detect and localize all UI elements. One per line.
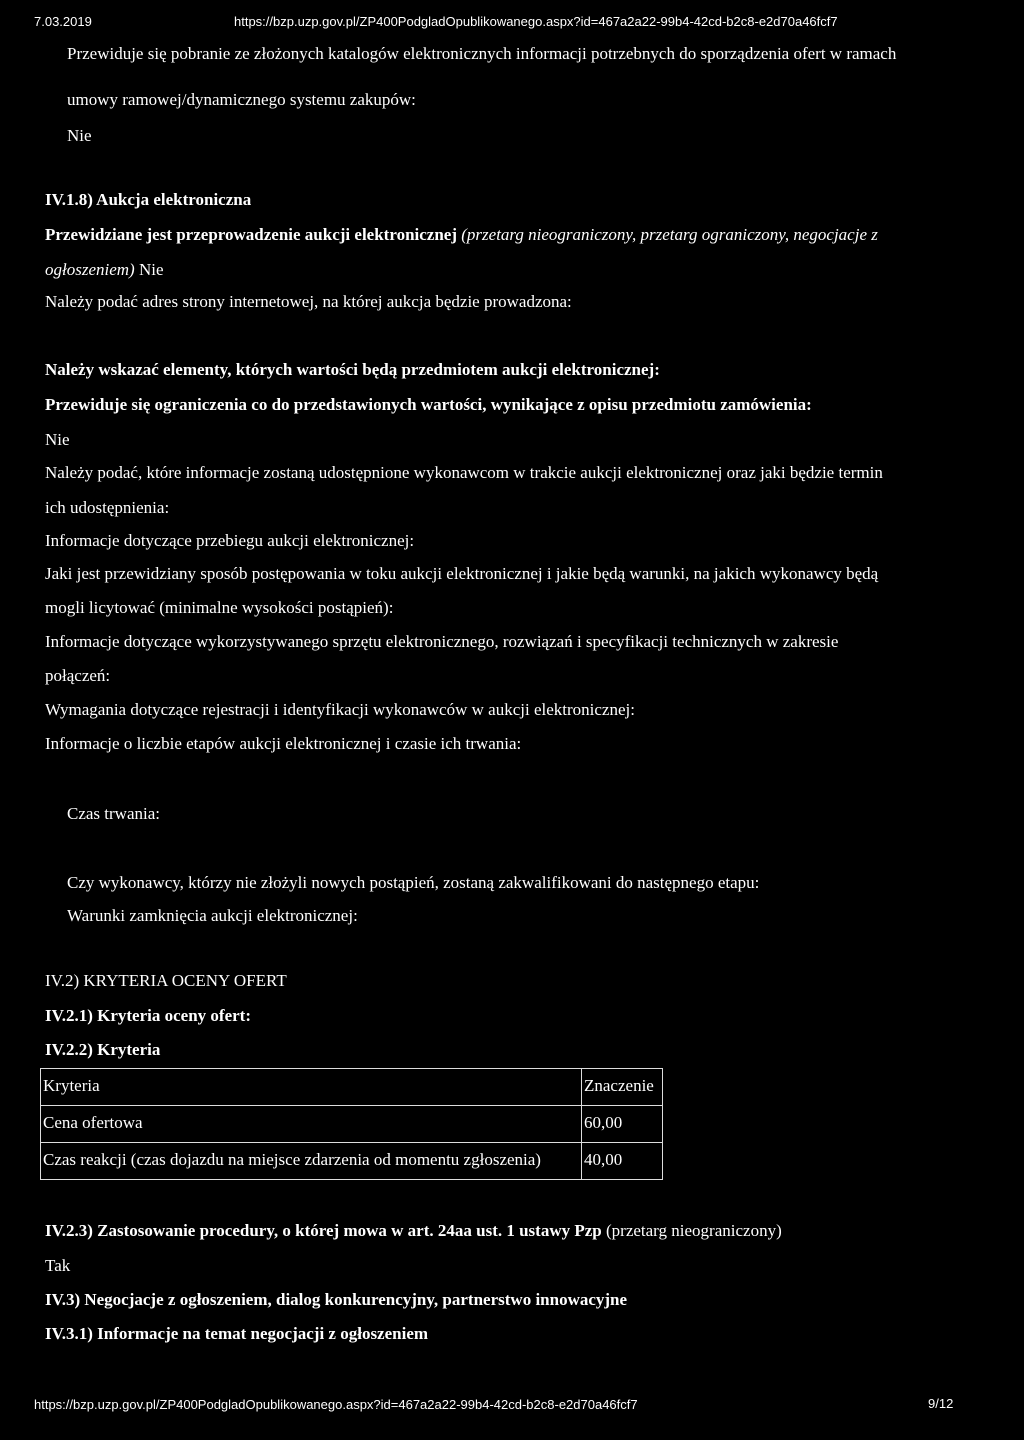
procedure24aa-note: (przetarg nieograniczony)	[606, 1221, 782, 1240]
auction-planned-note-2: ogłoszeniem)	[45, 260, 135, 279]
catalog-answer: Nie	[67, 126, 92, 145]
table-row	[41, 1106, 663, 1143]
auction-qualify-label: Czy wykonawcy, którzy nie złożyli nowych postąpień, zostaną zakwalifikowani do następnego etapu:	[67, 873, 760, 892]
table-header-criteria: Kryteria	[41, 1069, 582, 1106]
criteria-heading: IV.2) KRYTERIA OCENY OFERT	[45, 971, 287, 990]
procedure24aa-line	[45, 1221, 782, 1241]
auction-equipment-line1: Informacje dotyczące wykorzystywanego sprzętu elektronicznego, rozwiązań i specyfikacji technicznych w zakresie	[45, 632, 839, 651]
criteria-sub1: IV.2.1) Kryteria oceny ofert:	[45, 1006, 251, 1025]
auction-info-line2: ich udostępnienia:	[45, 498, 170, 517]
auction-website-label: Należy podać adres strony internetowej, na której aukcja będzie prowadzona:	[45, 292, 572, 311]
auction-course-label: Informacje dotyczące przebiegu aukcji elektronicznej:	[45, 531, 415, 550]
auction-planned-line	[45, 225, 878, 245]
auction-planned-line2	[45, 260, 164, 280]
auction-equipment-line2: połączeń:	[45, 666, 111, 685]
catalog-question-line2: umowy ramowej/dynamicznego systemu zakupów:	[67, 90, 416, 109]
auction-procedure-line1: Jaki jest przewidziany sposób postępowania w toku aukcji elektronicznej i jakie będą warunki, na jakich wykonawcy będą	[45, 564, 879, 583]
auction-info-line1: Należy podać, które informacje zostaną udostępnione wykonawcom w trakcie aukcji elektronicznej oraz jaki będzie termin	[45, 463, 883, 482]
auction-duration-label: Czas trwania:	[67, 804, 160, 823]
procedure24aa-answer: Tak	[45, 1256, 71, 1275]
table-header-weight: Znaczenie	[582, 1069, 663, 1106]
auction-registration-label: Wymagania dotyczące rejestracji i identyfikacji wykonawców w aukcji elektronicznej:	[45, 700, 635, 719]
auction-planned-answer: Nie	[138, 260, 164, 279]
page-number: 9/12	[928, 1396, 954, 1411]
auction-planned-note-1: (przetarg nieograniczony, przetarg ograniczony, negocjacje z	[461, 225, 878, 244]
auction-elements-label: Należy wskazać elementy, których wartości będą przedmiotem aukcji elektronicznej:	[45, 360, 660, 379]
auction-limits-answer: Nie	[45, 430, 70, 449]
print-date: 7.03.2019	[34, 14, 92, 29]
procedure24aa-heading: IV.2.3) Zastosowanie procedury, o której mowa w art. 24aa ust. 1 ustawy Pzp	[45, 1221, 602, 1240]
catalog-question-line1: Przewiduje się pobranie ze złożonych katalogów elektronicznych informacji potrzebnych do sporządzenia ofert w ramach	[67, 44, 897, 63]
auction-heading: IV.1.8) Aukcja elektroniczna	[45, 190, 252, 209]
table-header-row	[41, 1069, 663, 1106]
print-url: https://bzp.uzp.gov.pl/ZP400PodgladOpublikowanego.aspx?id=467a2a22-99b4-42cd-b2c8-e2d70a46fcf7	[234, 14, 838, 29]
auction-stages-label: Informacje o liczbie etapów aukcji elektronicznej i czasie ich trwania:	[45, 734, 522, 753]
negotiation-heading: IV.3) Negocjacje z ogłoszeniem, dialog konkurencyjny, partnerstwo innowacyjne	[45, 1290, 628, 1309]
table-cell-criterion: Cena ofertowa	[41, 1106, 582, 1143]
criteria-table	[40, 1068, 663, 1180]
auction-closing-label: Warunki zamknięcia aukcji elektronicznej:	[67, 906, 358, 925]
auction-procedure-line2: mogli licytować (minimalne wysokości postąpień):	[45, 598, 394, 617]
table-cell-weight: 40,00	[582, 1143, 663, 1180]
table-row	[41, 1143, 663, 1180]
auction-limits-label: Przewiduje się ograniczenia co do przedstawionych wartości, wynikające z opisu przedmiotu zamówienia:	[45, 395, 812, 414]
table-cell-criterion: Czas reakcji (czas dojazdu na miejsce zdarzenia od momentu zgłoszenia)	[41, 1143, 582, 1180]
auction-planned-label: Przewidziane jest przeprowadzenie aukcji elektronicznej	[45, 225, 457, 244]
table-cell-weight: 60,00	[582, 1106, 663, 1143]
negotiation-sub: IV.3.1) Informacje na temat negocjacji z ogłoszeniem	[45, 1324, 429, 1343]
criteria-sub2: IV.2.2) Kryteria	[45, 1040, 161, 1059]
footer-url: https://bzp.uzp.gov.pl/ZP400PodgladOpublikowanego.aspx?id=467a2a22-99b4-42cd-b2c8-e2d70a46fcf7	[34, 1397, 638, 1412]
